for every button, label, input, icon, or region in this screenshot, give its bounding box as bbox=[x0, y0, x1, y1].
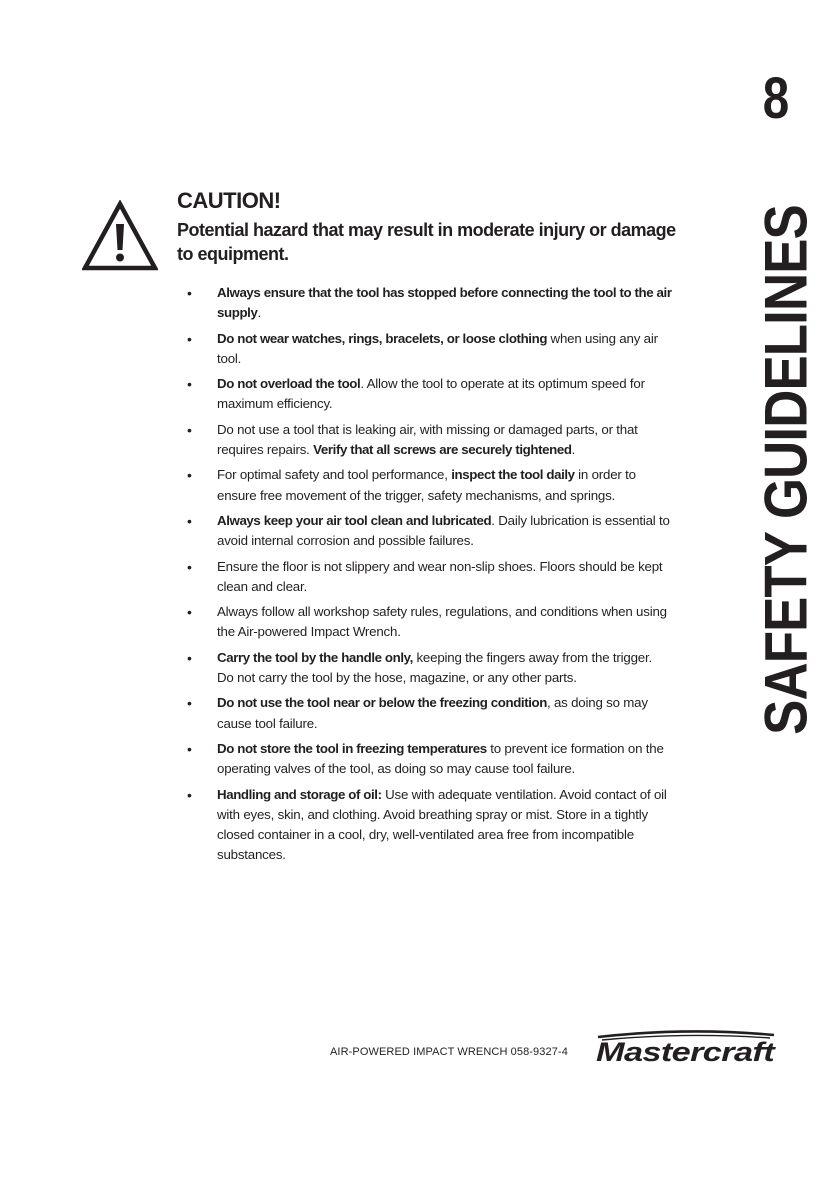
section-title-vertical bbox=[752, 169, 821, 771]
bullet-bold-text: Do not store the tool in freezing temperatures bbox=[217, 740, 487, 756]
bullet-item bbox=[177, 557, 672, 597]
bullet-item bbox=[177, 511, 672, 551]
bullet-text: . bbox=[257, 305, 261, 321]
bullet-text: Ensure the floor is not slippery and wear non-slip shoes. Floors should be kept clean and clear. bbox=[217, 558, 663, 594]
bullet-item bbox=[177, 329, 672, 369]
warning-triangle-icon bbox=[82, 200, 158, 272]
bullet-item bbox=[177, 785, 672, 866]
caution-block bbox=[177, 188, 677, 266]
bullet-text: , as doing so may cause tool failure. bbox=[217, 695, 648, 731]
bullet-text: . bbox=[571, 441, 576, 457]
safety-bullet-list bbox=[177, 283, 672, 871]
bullet-text: Use with adequate ventilation. Avoid contact of oil with eyes, skin, and clothing. Avoid breathing spray or mist. Store in a tightly closed container in a cool, dry, well-ventilated area free from incompatible substances. bbox=[217, 786, 667, 863]
brand-name: Mastercraft bbox=[596, 1037, 776, 1066]
bullet-text: to prevent ice formation on the operating valves of the tool, as doing so may cause tool failure. bbox=[217, 740, 664, 777]
bullet-bold-text: Do not wear watches, rings, bracelets, or loose clothing bbox=[217, 330, 548, 346]
bullet-bold-text: Do not overload the tool bbox=[217, 376, 361, 392]
bullet-text: . Daily lubrication is essential to avoid internal corrosion and possible failures. bbox=[217, 512, 670, 549]
caution-subtitle: Potential hazard that may result in moderate injury or damage to equipment. bbox=[177, 220, 676, 264]
bullet-bold-text: Always ensure that the tool has stopped before connecting the tool to the air supply bbox=[217, 285, 672, 321]
bullet-item bbox=[177, 420, 672, 460]
bullet-item bbox=[177, 739, 672, 779]
bullet-text: in order to ensure free movement of the trigger, safety mechanisms, and springs. bbox=[217, 467, 636, 503]
bullet-item bbox=[177, 648, 672, 688]
footer-product-label: AIR-POWERED IMPACT WRENCH 058-9327-4 bbox=[330, 1046, 568, 1058]
bullet-pre-text: For optimal safety and tool performance, bbox=[217, 467, 452, 483]
caution-title: CAUTION! bbox=[177, 188, 281, 213]
bullet-bold-text: Verify that all screws are securely tightened bbox=[313, 441, 572, 457]
bullet-text: keeping the fingers away from the trigger. Do not carry the tool by the hose, magazine, or any other parts. bbox=[217, 649, 652, 685]
bullet-bold-text: inspect the tool daily bbox=[451, 467, 575, 483]
section-title-text: SAFETY GUIDELINES bbox=[752, 205, 820, 735]
mastercraft-logo bbox=[594, 1030, 778, 1066]
bullet-bold-text: Do not use the tool near or below the freezing condition bbox=[217, 695, 547, 711]
bullet-item bbox=[177, 465, 672, 505]
bullet-item bbox=[177, 693, 672, 733]
page-number: 8 bbox=[762, 66, 789, 131]
bullet-text: . Allow the tool to operate at its optimum speed for maximum efficiency. bbox=[217, 376, 645, 412]
bullet-item bbox=[177, 374, 672, 414]
bullet-pre-text: Do not use a tool that is leaking air, with missing or damaged parts, or that requires repairs. bbox=[217, 421, 638, 457]
bullet-bold-text: Carry the tool by the handle only, bbox=[217, 649, 413, 665]
bullet-text: when using any air tool. bbox=[217, 330, 658, 366]
bullet-bold-text: Handling and storage of oil: bbox=[217, 786, 382, 802]
bullet-item bbox=[177, 283, 672, 323]
bullet-text: Always follow all workshop safety rules, regulations, and conditions when using the Air-powered Impact Wrench. bbox=[217, 604, 667, 640]
bullet-bold-text: Always keep your air tool clean and lubricated bbox=[217, 512, 492, 528]
bullet-item bbox=[177, 602, 672, 642]
